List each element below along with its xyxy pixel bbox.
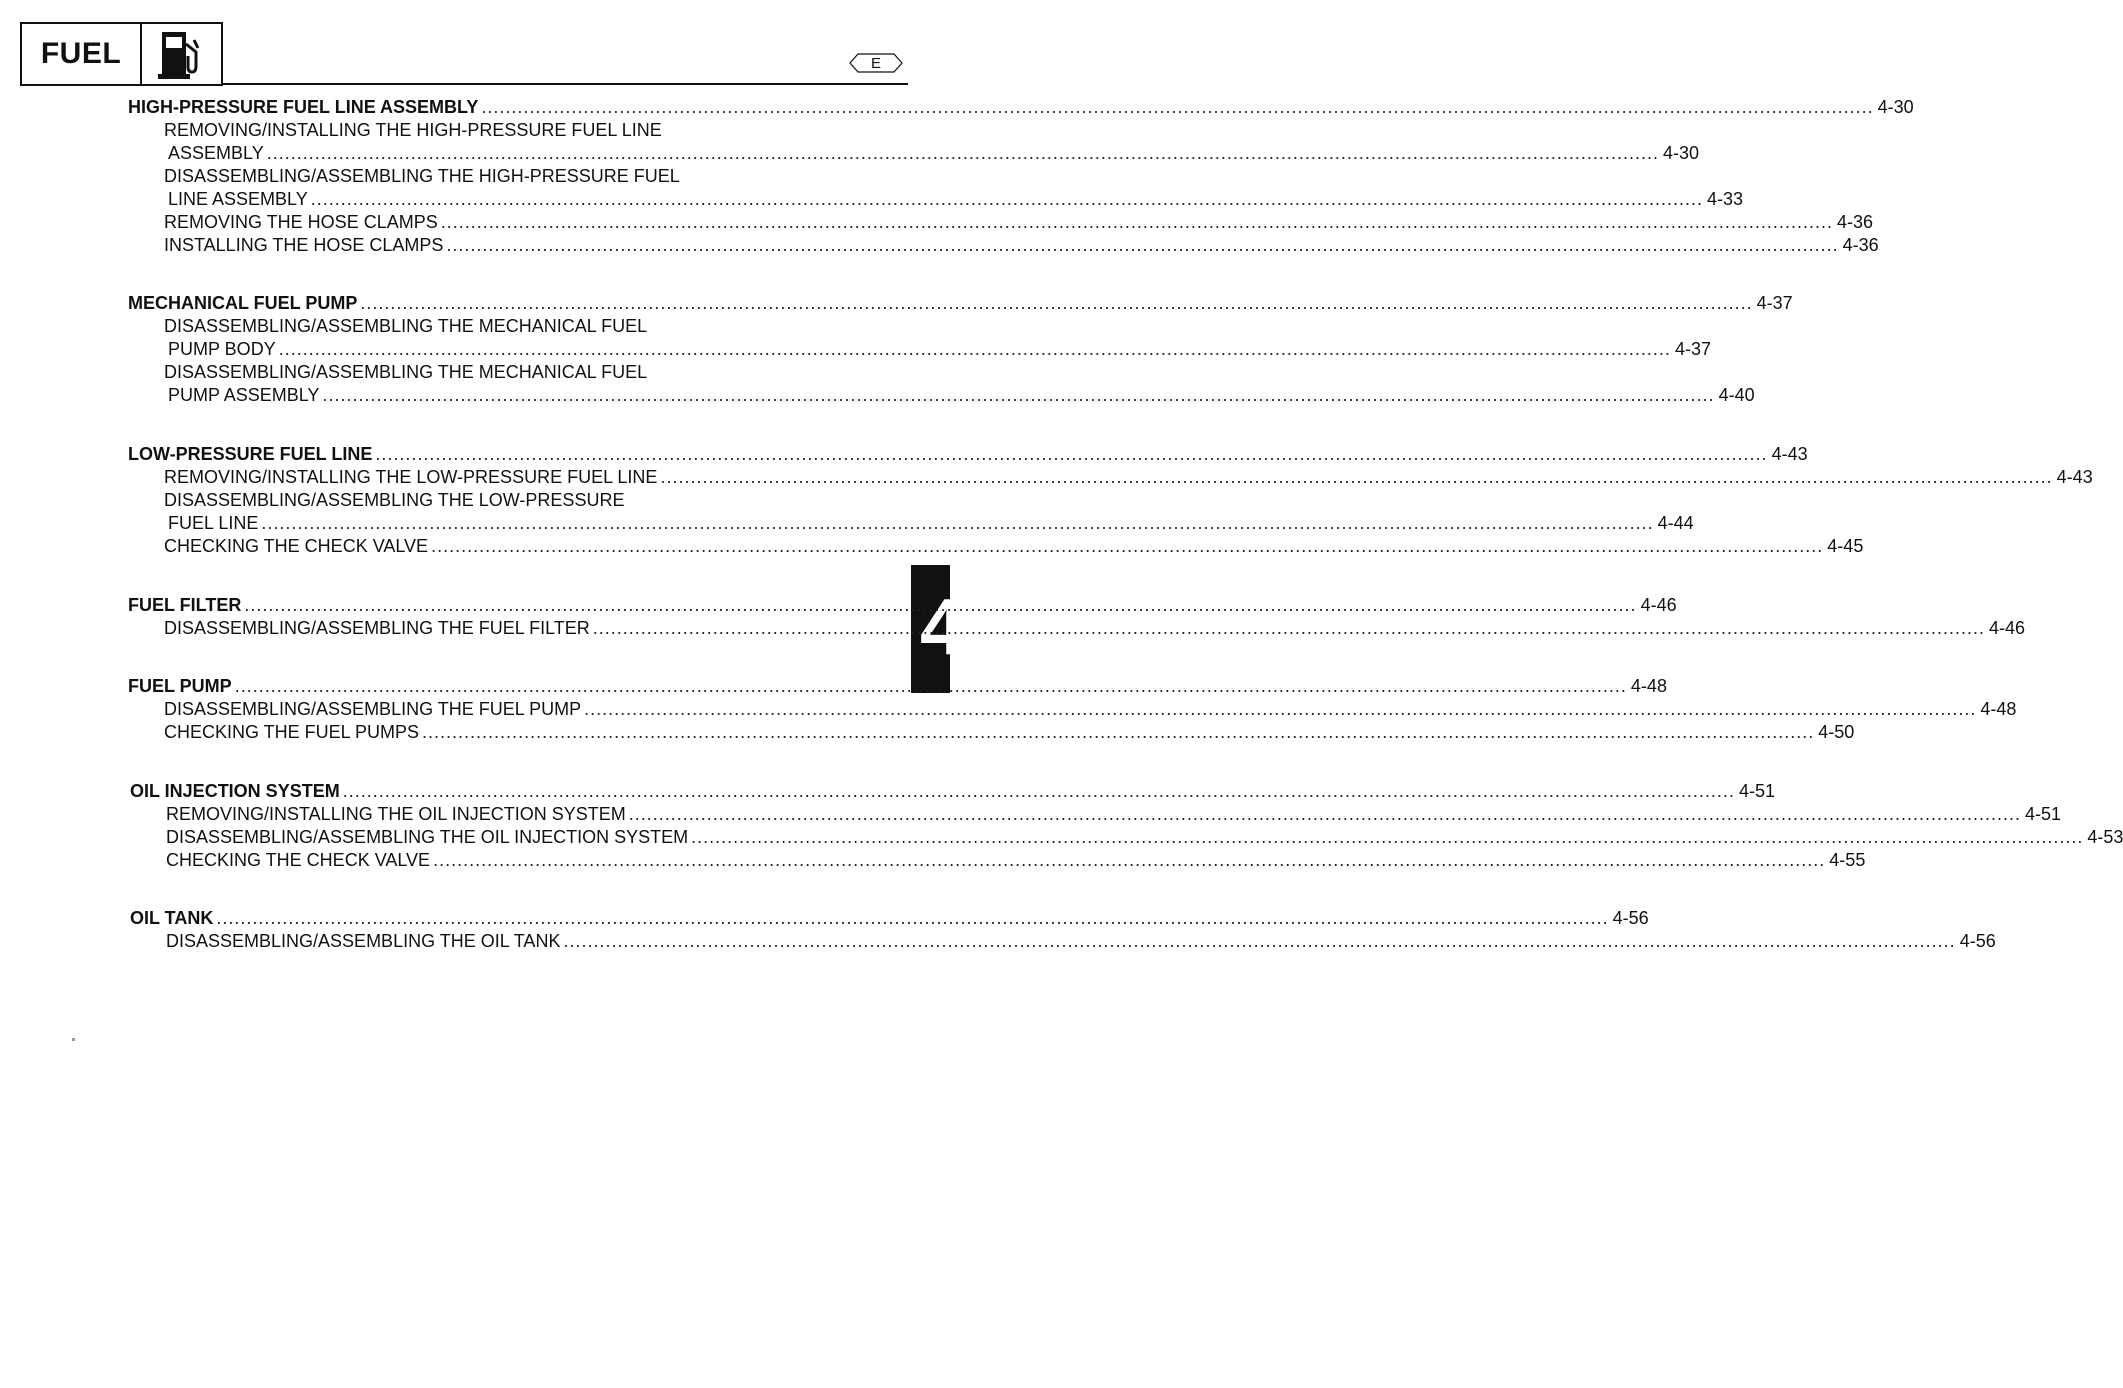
toc-page-number: 4-51 (2024, 804, 2062, 824)
chapter-number: 4 (920, 582, 965, 671)
dot-leader (311, 188, 1703, 211)
toc-title: DISASSEMBLING/ASSEMBLING THE OIL INJECTION SYSTEM (166, 827, 689, 847)
toc-entry (164, 698, 2017, 721)
dot-leader (446, 234, 1838, 257)
toc-title: REMOVING THE HOSE CLAMPS (164, 212, 438, 232)
dot-leader (629, 803, 2021, 826)
dot-leader (433, 849, 1825, 872)
toc-entry (166, 826, 2123, 849)
toc-title: ASSEMBLY (168, 143, 264, 163)
toc-title: HIGH-PRESSURE FUEL LINE ASSEMBLY (128, 97, 479, 117)
toc-title: INSTALLING THE HOSE CLAMPS (164, 235, 444, 255)
scan-speck (72, 1038, 75, 1041)
toc-entry (166, 849, 1866, 872)
toc-page-number: 4-33 (1706, 189, 1743, 209)
dot-leader (322, 384, 1714, 407)
toc-entry (166, 803, 2062, 826)
language-code: E (870, 54, 881, 72)
toc-page-number: 4-56 (1612, 908, 1649, 928)
dot-leader (216, 907, 1608, 930)
toc-title: OIL TANK (130, 908, 214, 928)
toc-title: DISASSEMBLING/ASSEMBLING THE MECHANICAL FUEL (164, 362, 648, 382)
toc-section (130, 907, 1649, 930)
toc-section (128, 96, 1914, 119)
toc-page-number: 4-30 (1662, 143, 1699, 163)
toc-page-number: 4-43 (2056, 467, 2093, 487)
toc-title: DISASSEMBLING/ASSEMBLING THE LOW-PRESSURE (164, 490, 625, 510)
toc-title: FUEL FILTER (128, 595, 242, 615)
toc-title: PUMP BODY (168, 339, 276, 359)
toc-title: CHECKING THE FUEL PUMPS (164, 722, 420, 742)
dot-leader (343, 780, 1735, 803)
toc-entry (164, 165, 824, 188)
toc-entry (168, 512, 1694, 535)
dot-leader (691, 826, 2083, 849)
dot-leader (267, 142, 1659, 165)
toc-page-number: 4-50 (1818, 722, 1855, 742)
toc-entry (164, 211, 1873, 234)
dot-leader (441, 211, 1833, 234)
toc-title: REMOVING/INSTALLING THE LOW-PRESSURE FUEL LINE (164, 467, 658, 487)
dot-leader (431, 535, 1823, 558)
toc-page-number: 4-46 (1989, 618, 2026, 638)
toc-page-number: 4-56 (1959, 931, 1996, 951)
dot-leader (593, 617, 1985, 640)
dot-leader (235, 675, 1627, 698)
toc-entry (168, 338, 1711, 361)
toc-title: LOW-PRESSURE FUEL LINE (128, 444, 373, 464)
dot-leader (279, 338, 1671, 361)
toc-title: LINE ASSEMBLY (168, 189, 308, 209)
toc-entry (164, 315, 824, 338)
toc-title: MECHANICAL FUEL PUMP (128, 293, 358, 313)
dot-leader (660, 466, 2052, 489)
toc-page-number: 4-55 (1829, 850, 1866, 870)
toc-page-number: 4-37 (1756, 293, 1793, 313)
dot-leader (244, 594, 1636, 617)
toc-title: DISASSEMBLING/ASSEMBLING THE HIGH-PRESSURE FUEL (164, 166, 680, 186)
toc-page-number: 4-40 (1718, 385, 1755, 405)
toc-page-number: 4-48 (1630, 676, 1667, 696)
toc-title: CHECKING THE CHECK VALVE (166, 850, 431, 870)
toc-title: DISASSEMBLING/ASSEMBLING THE MECHANICAL FUEL (164, 316, 648, 336)
toc-page-number: 4-48 (1980, 699, 2017, 719)
toc-page-number: 4-30 (1877, 97, 1914, 117)
toc-entry (164, 361, 824, 384)
toc-entry (166, 930, 1996, 953)
toc-entry (164, 234, 1879, 257)
toc-entry (164, 119, 824, 142)
toc-page-number: 4-51 (1738, 781, 1775, 801)
toc-page-number: 4-46 (1640, 595, 1677, 615)
toc-entry (168, 188, 1743, 211)
dot-leader (584, 698, 1976, 721)
toc-section (128, 675, 1667, 698)
section-label: FUEL (22, 24, 142, 84)
toc-entry (168, 142, 1699, 165)
toc-entry (164, 617, 2026, 640)
dot-leader (360, 292, 1752, 315)
toc-title: OIL INJECTION SYSTEM (130, 781, 340, 801)
toc-page-number: 4-53 (2087, 827, 2123, 847)
toc-title: CHECKING THE CHECK VALVE (164, 536, 429, 556)
toc-entry (164, 466, 2093, 489)
toc-section (130, 780, 1775, 803)
toc-title: REMOVING/INSTALLING THE OIL INJECTION SYSTEM (166, 804, 626, 824)
toc-section (128, 594, 1677, 617)
toc-title: PUMP ASSEMBLY (168, 385, 320, 405)
toc-section (128, 443, 1808, 466)
toc-title: REMOVING/INSTALLING THE HIGH-PRESSURE FUEL LINE (164, 120, 662, 140)
toc-title: FUEL LINE (168, 513, 259, 533)
toc-title: DISASSEMBLING/ASSEMBLING THE OIL TANK (166, 931, 561, 951)
toc-entry (164, 489, 824, 512)
toc-entry (164, 721, 1855, 744)
dot-leader (261, 512, 1653, 535)
dot-leader (375, 443, 1767, 466)
toc-page-number: 4-36 (1836, 212, 1873, 232)
toc-page-number: 4-43 (1771, 444, 1808, 464)
dot-leader (422, 721, 1814, 744)
toc-title: FUEL PUMP (128, 676, 232, 696)
dot-leader (481, 96, 1873, 119)
toc-entry (168, 384, 1755, 407)
toc-title: DISASSEMBLING/ASSEMBLING THE FUEL FILTER (164, 618, 590, 638)
toc-title: DISASSEMBLING/ASSEMBLING THE FUEL PUMP (164, 699, 582, 719)
toc-page-number: 4-44 (1657, 513, 1694, 533)
toc-entry (164, 535, 1864, 558)
dot-leader (563, 930, 1955, 953)
toc-page-number: 4-45 (1827, 536, 1864, 556)
toc-page-number: 4-37 (1674, 339, 1711, 359)
toc-section (128, 292, 1793, 315)
toc-page-number: 4-36 (1842, 235, 1879, 255)
